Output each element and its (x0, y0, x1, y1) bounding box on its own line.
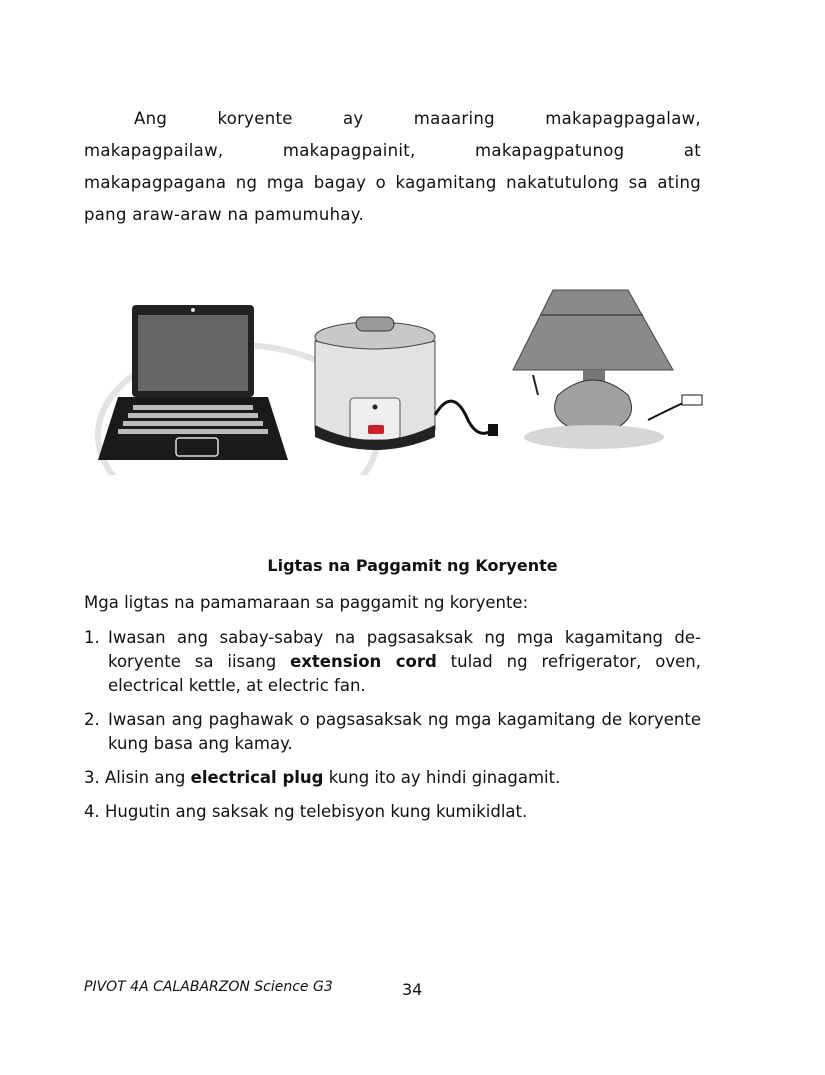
intro-word: makapagpatunog (475, 141, 625, 160)
page-number: 34 (402, 980, 423, 999)
intro-line-1 (84, 103, 701, 135)
intro-word: makapagpainit, (282, 141, 416, 160)
list-number: 2. (84, 710, 100, 729)
list-number: 3. (84, 768, 100, 787)
intro-word: maaaring (413, 109, 495, 128)
appliances-illustration (88, 285, 718, 475)
intro-word: at (683, 141, 701, 160)
list-item (84, 766, 701, 790)
list-number: 4. (84, 802, 100, 821)
rule-text: Iwasan ang sabay-sabay na pagsasaksak ng mga kagamitang de-koryente sa iisang (108, 628, 701, 671)
intro-word: makapagpagalaw, (545, 109, 701, 128)
intro-rest: makapagpagana ng mga bagay o kagamitang nakatutulong sa ating pang araw-araw na pamumuhay. (84, 173, 701, 224)
rule-text: Iwasan ang paghawak o pagsasaksak ng mga kagamitang de koryente kung basa ang kamay. (108, 710, 701, 753)
list-item (84, 626, 701, 698)
intro-line-2 (84, 135, 701, 167)
safety-rules-list (84, 626, 701, 834)
rule-bold: electrical plug (190, 768, 324, 787)
rule-text: Hugutin ang saksak ng telebisyon kung kumikidlat. (105, 802, 528, 821)
intro-paragraph (84, 103, 701, 231)
list-number: 1. (84, 628, 100, 647)
intro-word: koryente (217, 109, 293, 128)
rice-cooker-icon (315, 317, 498, 450)
intro-word: ay (343, 109, 364, 128)
rule-text: tulad ng refrigerator, oven, electrical kettle, at electric fan. (108, 652, 701, 695)
footer-label: PIVOT 4A CALABARZON Science G3 (84, 979, 333, 995)
section-heading: Ligtas na Paggamit ng Koryente (267, 556, 558, 575)
rule-text: kung ito ay hindi ginagamit. (323, 768, 561, 787)
rule-text: Alisin ang (105, 768, 191, 787)
rule-bold: extension cord (290, 652, 437, 671)
table-lamp-icon (513, 290, 702, 449)
list-item (84, 800, 701, 824)
intro-word: Ang (134, 109, 168, 128)
section-lead: Mga ligtas na pamamaraan sa paggamit ng koryente: (84, 593, 529, 612)
intro-word: makapagpailaw, (84, 141, 224, 160)
list-item (84, 708, 701, 756)
